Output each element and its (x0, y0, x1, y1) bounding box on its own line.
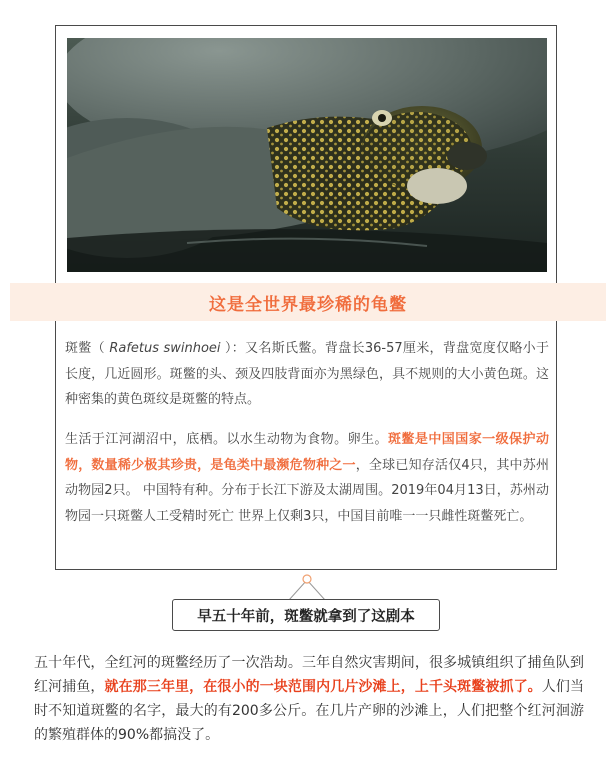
habitat-description (65, 427, 549, 529)
section-heading: 早五十年前，斑鳖就拿到了这剧本 (197, 608, 415, 625)
desc-text-a: 斑鳖（ (65, 341, 110, 356)
title-band (10, 283, 606, 321)
section-heading-box (172, 599, 440, 631)
latin-name: Rafetus swinhoei (109, 341, 221, 356)
story-paragraph (34, 651, 584, 747)
turtle-photo (67, 38, 547, 272)
story-highlight: 就在那三年里，在很小的一块范围内几片沙滩上，上千头斑鳖被抓了。 (104, 679, 542, 695)
highlight-text: 斑鳖是中国国家一级保护动物，数量稀少极其珍贵，是龟类中最濒危物种之一 (65, 432, 549, 473)
habitat-text-a: 生活于江河湖沼中，底栖。以水生动物为食物。卵生。 (65, 432, 388, 447)
section-title: 这是全世界最珍稀的龟鳖 (209, 294, 407, 315)
story-text-a: 五十年代，全红河的斑鳖经历了一次浩劫。三年自然灾害期间，很多城镇组织了捕鱼队到红河捕鱼， (34, 655, 584, 695)
story-text-b: 人们当时不知道斑鳖的名字，最大的有200多公斤。在几片产卵的沙滩上，人们把整个红河洄游的繁殖群体的90%都搞没了。 (34, 679, 585, 743)
habitat-text-b: ，全球已知存活仅4只，其中苏州动物园2只。 中国特有种。分布于长江下游及太湖周围。2019年04月13日，苏州动物园一只斑鳖人工受精时死亡 世界上仅剩3只，中国目前唯一一只雌性斑鳖死亡。 (65, 457, 549, 524)
species-description (65, 336, 549, 413)
desc-text-b: ）：又名斯氏鳖。背盘长36-57厘米，背盘宽度仅略小于长度，几近圆形。斑鳖的头、颈及四肢背面亦为黑绿色，具不规则的大小黄色斑。这种密集的黄色斑纹是斑鳖的特点。 (65, 341, 549, 407)
